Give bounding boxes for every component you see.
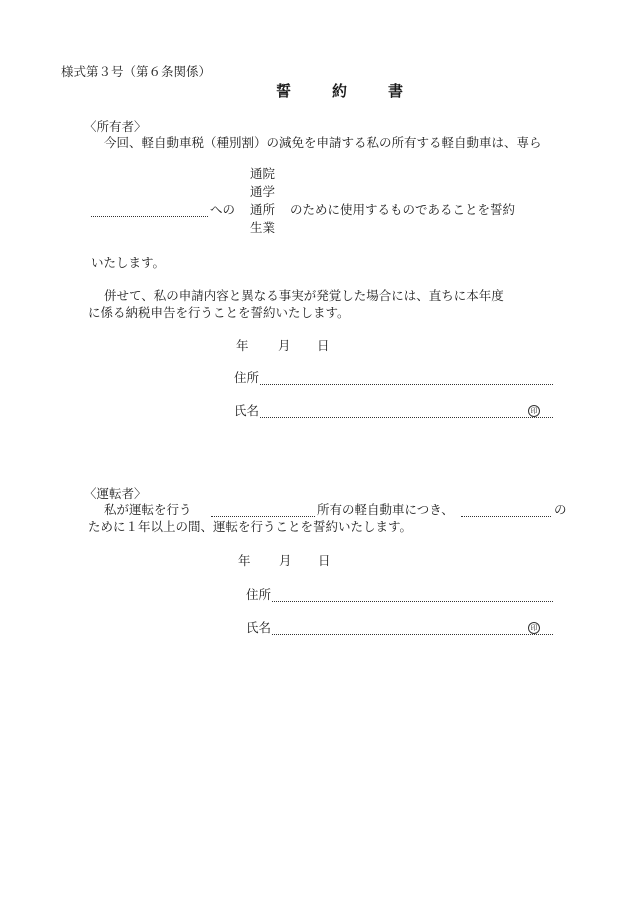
- driver-date-year: 年: [238, 553, 251, 568]
- owner-heading: 〈所有者〉: [84, 119, 147, 134]
- to-label: への: [210, 202, 236, 217]
- purpose-text: のために使用するものであることを誓約: [290, 202, 516, 217]
- owner-name-label: 氏名: [234, 403, 260, 418]
- owner-line4: 併せて、私の申請内容と異なる事実が発覚した場合には、直ちに本年度: [104, 288, 504, 303]
- driver-address-label: 住所: [246, 587, 272, 602]
- owner-date-day: 日: [317, 338, 330, 353]
- owner-line5: に係る納税申告を行うことを誓約いたします。: [88, 305, 350, 320]
- driver-seal-icon: 印: [528, 622, 540, 634]
- document-title: 誓 約 書: [276, 82, 417, 100]
- driver-line2: ために１年以上の間、運転を行うことを誓約いたします。: [88, 519, 413, 534]
- option-seigyo: 生業: [250, 220, 276, 235]
- driver-name-field[interactable]: [272, 634, 553, 635]
- option-tsuin: 通院: [250, 166, 276, 181]
- owner-address-field[interactable]: [260, 384, 553, 385]
- driver-line1-a: 私が運転を行う: [104, 502, 192, 517]
- owner-name-blank[interactable]: [211, 516, 315, 517]
- owner-seal-icon: 印: [528, 405, 540, 417]
- purpose-blank[interactable]: [461, 516, 551, 517]
- option-tsugaku: 通学: [250, 184, 276, 199]
- driver-heading: 〈運転者〉: [84, 486, 147, 501]
- driver-line1-c: の: [554, 502, 567, 517]
- owner-line1: 今回、軽自動車税（種別割）の減免を申請する私の所有する軽自動車は、専ら: [104, 135, 542, 150]
- destination-blank[interactable]: [91, 216, 208, 217]
- owner-date-month: 月: [278, 338, 291, 353]
- owner-date-year: 年: [236, 338, 249, 353]
- owner-line3: いたします。: [91, 255, 166, 270]
- option-tsusho: 通所: [250, 202, 276, 217]
- driver-name-label: 氏名: [246, 620, 272, 635]
- form-number: 様式第３号（第６条関係）: [61, 64, 212, 79]
- driver-date-month: 月: [279, 553, 292, 568]
- driver-date-day: 日: [318, 553, 331, 568]
- owner-address-label: 住所: [234, 370, 260, 385]
- driver-line1-b: 所有の軽自動車につき、: [317, 502, 454, 517]
- owner-name-field[interactable]: [260, 417, 553, 418]
- driver-address-field[interactable]: [272, 601, 553, 602]
